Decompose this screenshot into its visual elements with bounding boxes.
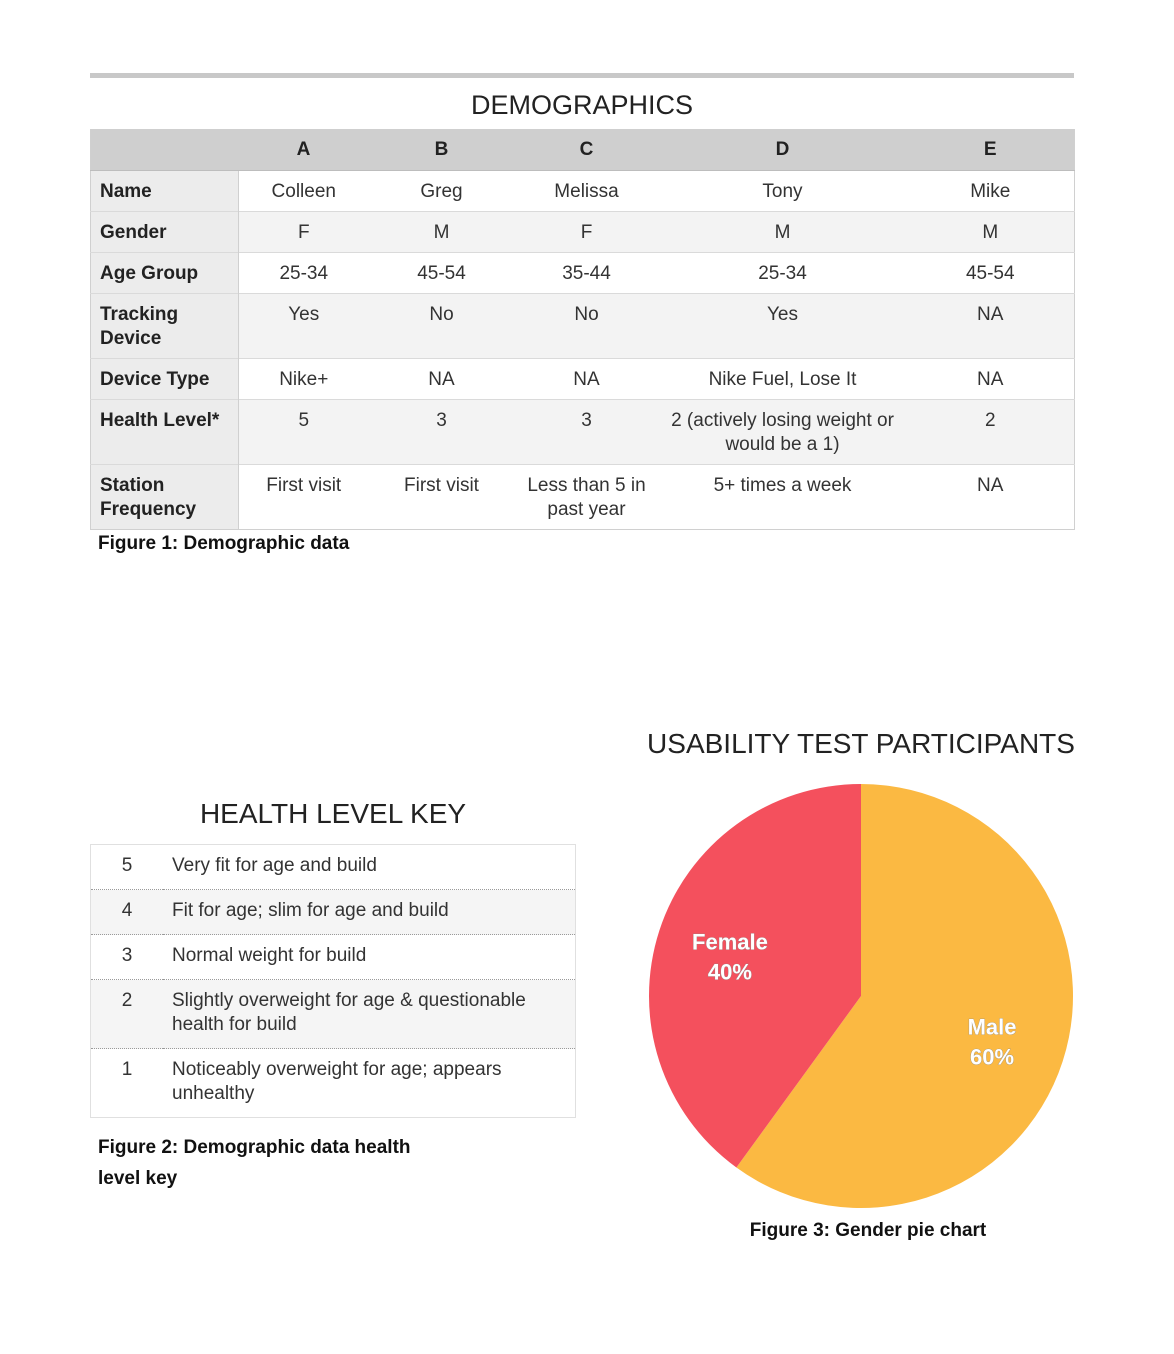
pie-value-female: 40% (707, 959, 752, 985)
row-header: Age Group (91, 253, 239, 294)
table-cell: NA (907, 359, 1075, 400)
table-row (91, 294, 1075, 359)
pie-value-male: 60% (970, 1044, 1015, 1070)
table-cell: 2 (actively losing weight or would be a 1) (659, 400, 907, 465)
health-level-number: 5 (121, 855, 133, 876)
table-cell: Mike (907, 171, 1075, 212)
table-cell: 45-54 (907, 253, 1075, 294)
chart-title: USABILITY TEST PARTICIPANTS (647, 728, 1075, 759)
table-row (91, 359, 1075, 400)
row-header: Station Frequency (91, 465, 239, 530)
row-header: Name (91, 171, 239, 212)
figure-2-caption: Figure 2: Demographic data health level key (98, 1137, 411, 1189)
top-divider (90, 73, 1074, 78)
table-cell: 2 (907, 400, 1075, 465)
table-cell: First visit (369, 465, 515, 530)
demographics-table (90, 129, 1075, 530)
table-cell: 25-34 (239, 253, 369, 294)
table-cell: Tony (659, 171, 907, 212)
health-level-number: 3 (91, 935, 164, 980)
health-level-number: 4 (91, 890, 164, 935)
table-row (91, 212, 1075, 253)
list-item (91, 935, 576, 980)
column-header: B (369, 129, 515, 171)
table-cell: First visit (239, 465, 369, 530)
health-key-title: HEALTH LEVEL KEY (199, 798, 467, 829)
row-header: Tracking Device (91, 294, 239, 359)
column-header (91, 129, 239, 171)
table-cell: Nike Fuel, Lose It (659, 359, 907, 400)
pie-label-male: Male (967, 1014, 1017, 1040)
health-level-description: Fit for age; slim for age and build (163, 890, 576, 935)
table-cell: 45-54 (369, 253, 515, 294)
table-cell: M (907, 212, 1075, 253)
health-level-number: 1 (91, 1049, 164, 1118)
table-row (91, 400, 1075, 465)
column-header: E (907, 129, 1075, 171)
table-header-row (91, 129, 1075, 171)
health-key-table (90, 844, 576, 1118)
table-cell: Nike+ (239, 359, 369, 400)
table-cell: No (515, 294, 659, 359)
figure-1-caption: Figure 1: Demographic data (98, 533, 350, 554)
table-cell: M (369, 212, 515, 253)
list-item (91, 890, 576, 935)
table-cell: NA (515, 359, 659, 400)
table-cell: F (239, 212, 369, 253)
table-cell: F (515, 212, 659, 253)
table-cell: Yes (659, 294, 907, 359)
table-cell: 35-44 (515, 253, 659, 294)
table-row (91, 253, 1075, 294)
column-header: C (515, 129, 659, 171)
health-level-description: Very fit for age and build (172, 855, 377, 876)
health-level-description: Slightly overweight for age & questionable health for build (163, 980, 576, 1049)
list-item (91, 980, 576, 1049)
list-item (91, 845, 576, 890)
column-header: D (659, 129, 907, 171)
table-cell: Colleen (239, 171, 369, 212)
table-cell: 5+ times a week (659, 465, 907, 530)
gender-pie-chart (640, 775, 1084, 1219)
health-level-description: Normal weight for build (163, 935, 576, 980)
table-cell: 3 (369, 400, 515, 465)
row-header: Health Level* (91, 400, 239, 465)
table-cell: M (659, 212, 907, 253)
table-cell: Greg (369, 171, 515, 212)
health-level-number: 2 (91, 980, 164, 1049)
table-cell: 25-34 (659, 253, 907, 294)
figure-3-caption: Figure 3: Gender pie chart (749, 1220, 987, 1241)
table-cell: No (369, 294, 515, 359)
column-header: A (239, 129, 369, 171)
table-cell: Less than 5 in past year (515, 465, 659, 530)
table-row (91, 171, 1075, 212)
health-level-description: Noticeably overweight for age; appears unhealthy (163, 1049, 576, 1118)
table-cell: NA (369, 359, 515, 400)
table-cell: NA (907, 294, 1075, 359)
table-row (91, 465, 1075, 530)
demographics-title: DEMOGRAPHICS (470, 90, 694, 120)
row-header: Device Type (91, 359, 239, 400)
table-cell: NA (907, 465, 1075, 530)
list-item (91, 1049, 576, 1118)
pie-label-female: Female (692, 929, 768, 955)
table-cell: 5 (239, 400, 369, 465)
table-cell: Yes (239, 294, 369, 359)
table-cell: 3 (515, 400, 659, 465)
row-header: Gender (91, 212, 239, 253)
table-cell: Melissa (515, 171, 659, 212)
